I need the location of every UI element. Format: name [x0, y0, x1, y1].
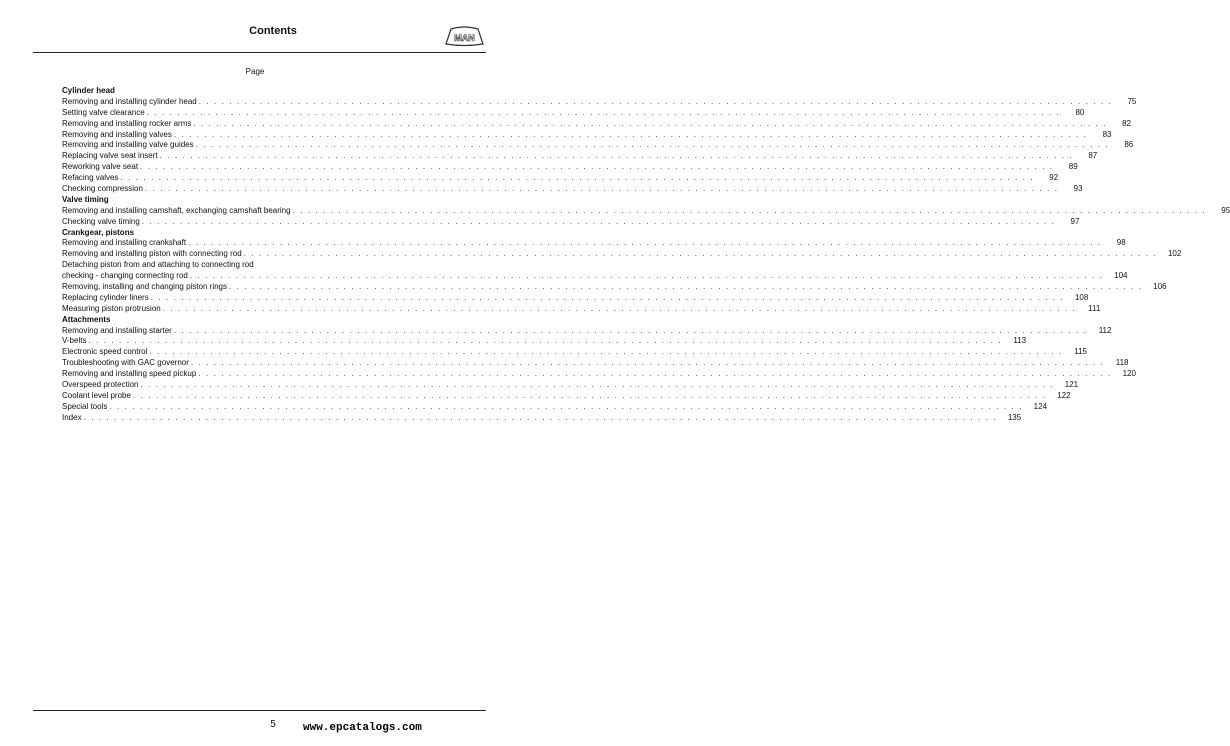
toc-entry-label: V-belts	[62, 336, 87, 346]
toc-entry-page: 135	[1007, 412, 1022, 422]
dot-leader: . . . . . . . . . . . . . . . . . . . . . . . . . . . . . . . . . . . . . . . . . . . . . . . . . . . . . . . . . . . . . . . . . . . . . . . . . . . . . . . . . . . . . . . . . . . . . . . . . . . . . . . . . . . . . . . . . . . . . . . .	[132, 390, 1047, 400]
toc-entry[interactable]	[62, 303, 1101, 315]
toc-entry-page: 102	[1167, 249, 1182, 259]
toc-entry-page: 115	[1074, 347, 1088, 357]
toc-entry[interactable]	[62, 412, 1022, 424]
dot-leader: . . . . . . . . . . . . . . . . . . . . . . . . . . . . . . . . . . . . . . . . . . . . . . . . . . . . . . . . . . . . . . . . . . . . . . . . . . . . . . . . . . . . . . . . . . . . . . . . . . . . . . . . . . . . . . . . . . . . . . . .	[229, 282, 1143, 292]
toc-entry-page: 106	[1153, 282, 1167, 292]
toc-entry-label: Troubleshooting with GAC governor	[62, 358, 189, 368]
toc-entry-label: Removing and installing starter	[62, 325, 172, 335]
dot-leader: . . . . . . . . . . . . . . . . . . . . . . . . . . . . . . . . . . . . . . . . . . . . . . . . . . . . . . . . . . . . . . . . . . . . . . . . . . . . . . . . . . . . . . . . . . . . . . . . . . . . . . . . . . . . . . . . . . . . . . . .	[141, 216, 1056, 226]
toc-entry-label: Measuring piston protrusion	[62, 303, 161, 313]
page-title: Contents	[249, 25, 297, 37]
toc-entry-page: 86	[1124, 140, 1134, 150]
toc-entry-label: Removing and installing valve guides	[62, 140, 194, 150]
toc-section-heading: Valve timing	[62, 194, 109, 204]
toc-entry-page: 124	[1033, 401, 1047, 411]
toc-entry[interactable]	[62, 151, 1098, 162]
toc-entry-label: Checking compression	[62, 184, 143, 193]
dot-leader: . . . . . . . . . . . . . . . . . . . . . . . . . . . . . . . . . . . . . . . . . . . . . . . . . . . . . . . . . . . . . . . . . . . . . . . . . . . . . . . . . . . . . . . . . . . . . . . . . . . . . . . . . . . . . . . . . . . . . . . .	[195, 140, 1110, 150]
toc-entry[interactable]	[62, 369, 1136, 380]
toc-entry-label: Coolant level probe	[62, 390, 131, 400]
toc-entry-label: Replacing cylinder liners	[62, 292, 149, 302]
dot-leader: . . . . . . . . . . . . . . . . . . . . . . . . . . . . . . . . . . . . . . . . . . . . . . . . . . . . . . . . . . . . . . . . . . . . . . . . . . . . . . . . . . . . . . . . . . . . . . . . . . . . . . . . . . . . . . . . . . . . . . . .	[162, 303, 1077, 313]
toc-entry[interactable]	[62, 216, 1080, 228]
dot-leader: . . . . . . . . . . . . . . . . . . . . . . . . . . . . . . . . . . . . . . . . . . . . . . . . . . . . . . . . . . . . . . . . . . . . . . . . . . . . . . . . . . . . . . . . . . . . . . . . . . . . . . . . . . . . . . . . . . . . . . . .	[150, 292, 1065, 302]
logo-text: MAN	[454, 33, 475, 43]
toc-entry-label: Removing and installing piston with connecting rod	[62, 249, 242, 259]
toc-entry-page: 82	[1122, 118, 1132, 128]
toc-entry[interactable]	[62, 184, 1083, 195]
toc-entry-page: 108	[1074, 292, 1089, 302]
toc-entry-label: Checking valve timing	[62, 216, 140, 226]
toc-entry-label: Index	[62, 412, 82, 422]
toc-entry[interactable]	[62, 238, 1126, 249]
toc-entry-page: 87	[1088, 151, 1098, 161]
toc-entry-label: Refacing valves	[62, 173, 119, 183]
toc-entry-label: Removing and installing speed pickup	[62, 369, 197, 379]
dot-leader: . . . . . . . . . . . . . . . . . . . . . . . . . . . . . . . . . . . . . . . . . . . . . . . . . . . . . . . . . . . . . . . . . . . . . . . . . . . . . . . . . . . . . . . . . . . . . . . . . . . . . . . . . . . . . . . . . . . . . . . .	[146, 107, 1061, 117]
dot-leader: . . . . . . . . . . . . . . . . . . . . . . . . . . . . . . . . . . . . . . . . . . . . . . . . . . . . . . . . . . . . . . . . . . . . . . . . . . . . . . . . . . . . . . . . . . . . . . . . . . . . . . . . . . . . . . . . . . . . . . . .	[292, 205, 1207, 215]
toc-entry[interactable]	[62, 358, 1129, 369]
toc-entry[interactable]	[62, 390, 1071, 402]
toc-entry-label: Removing and installing cylinder head	[62, 96, 197, 106]
toc-entry-page: 120	[1122, 369, 1136, 379]
dot-leader: . . . . . . . . . . . . . . . . . . . . . . . . . . . . . . . . . . . . . . . . . . . . . . . . . . . . . . . . . . . . . . . . . . . . . . . . . . . . . . . . . . . . . . . . . . . . . . . . . . . . . . . . . . . . . . . . . . . . . . . .	[173, 325, 1088, 335]
dot-leader: . . . . . . . . . . . . . . . . . . . . . . . . . . . . . . . . . . . . . . . . . . . . . . . . . . . . . . . . . . . . . . . . . . . . . . . . . . . . . . . . . . . . . . . . . . . . . . . . . . . . . . . . . . . . . . . . . . . . . . . .	[83, 412, 998, 422]
toc-entry-page: 111	[1088, 303, 1101, 313]
toc-entry-label: checking - changing connecting rod	[62, 271, 188, 281]
dot-leader: . . . . . . . . . . . . . . . . . . . . . . . . . . . . . . . . . . . . . . . . . . . . . . . . . . . . . . . . . . . . . . . . . . . . . . . . . . . . . . . . . . . . . . . . . . . . . . . . . . . . . . . . . . . . . . . . . . . . . . . .	[88, 336, 1003, 346]
toc-entry-label: Overspeed protection	[62, 380, 139, 390]
toc-entry-page: 122	[1057, 390, 1071, 400]
toc-entry[interactable]	[62, 282, 1167, 293]
toc-entry-label: Detaching piston from and attaching to connecting rod	[62, 260, 254, 270]
dot-leader: . . . . . . . . . . . . . . . . . . . . . . . . . . . . . . . . . . . . . . . . . . . . . . . . . . . . . . . . . . . . . . . . . . . . . . . . . . . . . . . . . . . . . . . . . . . . . . . . . . . . . . . . . . . . . . . . . . . . . . . .	[198, 369, 1112, 379]
toc-entry-page: 104	[1114, 271, 1128, 281]
page-number: 5	[270, 719, 276, 730]
toc-section-heading: Crankgear, pistons	[62, 227, 135, 237]
toc-entry[interactable]	[62, 205, 1230, 217]
toc-entry-label: Removing and installing camshaft, exchanging camshaft bearing	[62, 205, 291, 215]
toc-entry-label: Replacing valve seat insert	[62, 151, 158, 161]
toc-entry[interactable]	[62, 271, 1128, 282]
dot-leader: . . . . . . . . . . . . . . . . . . . . . . . . . . . . . . . . . . . . . . . . . . . . . . . . . . . . . . . . . . . . . . . . . . . . . . . . . . . . . . . . . . . . . . . . . . . . . . . . . . . . . . . . . . . . . . . . . . . . . . . .	[109, 401, 1023, 411]
toc-entry-page: 93	[1073, 184, 1083, 193]
man-logo-icon	[442, 26, 487, 46]
toc-entry-label: Removing and installing crankshaft	[62, 238, 187, 248]
footer-divider	[33, 710, 486, 711]
toc-entry-label: Setting valve clearance	[62, 107, 145, 117]
toc-entry[interactable]	[62, 129, 1112, 141]
dot-leader: . . . . . . . . . . . . . . . . . . . . . . . . . . . . . . . . . . . . . . . . . . . . . . . . . . . . . . . . . . . . . . . . . . . . . . . . . . . . . . . . . . . . . . . . . . . . . . . . . . . . . . . . . . . . . . . . . . . . . . . .	[189, 271, 1104, 281]
toc-section-heading: Cylinder head	[62, 86, 115, 95]
toc-entry-page: 75	[1127, 96, 1137, 106]
dot-leader: . . . . . . . . . . . . . . . . . . . . . . . . . . . . . . . . . . . . . . . . . . . . . . . . . . . . . . . . . . . . . . . . . . . . . . . . . . . . . . . . . . . . . . . . . . . . . . . . . . . . . . . . . . . . . . . . . . . . . . . .	[198, 96, 1113, 106]
toc-entry-label: Removing and installing rocker arms	[62, 118, 192, 128]
toc-entry[interactable]	[62, 107, 1085, 119]
toc-entry-page: 80	[1075, 107, 1085, 117]
table-of-contents	[62, 86, 1230, 424]
toc-entry[interactable]	[62, 140, 1134, 151]
dot-leader: . . . . . . . . . . . . . . . . . . . . . . . . . . . . . . . . . . . . . . . . . . . . . . . . . . . . . . . . . . . . . . . . . . . . . . . . . . . . . . . . . . . . . . . . . . . . . . . . . . . . . . . . . . . . . . . . . . . . . . . .	[243, 249, 1158, 259]
toc-entry-label: Removing and installing valves	[62, 129, 172, 139]
toc-entry-page: 112	[1098, 325, 1112, 335]
toc-entry-page: 92	[1049, 173, 1059, 183]
dot-leader: . . . . . . . . . . . . . . . . . . . . . . . . . . . . . . . . . . . . . . . . . . . . . . . . . . . . . . . . . . . . . . . . . . . . . . . . . . . . . . . . . . . . . . . . . . . . . . . . . . . . . . . . . . . . . . . . . . . . . . . .	[188, 238, 1102, 248]
dot-leader: . . . . . . . . . . . . . . . . . . . . . . . . . . . . . . . . . . . . . . . . . . . . . . . . . . . . . . . . . . . . . . . . . . . . . . . . . . . . . . . . . . . . . . . . . . . . . . . . . . . . . . . . . . . . . . . . . . . . . . . .	[140, 380, 1055, 390]
toc-entry[interactable]	[62, 325, 1112, 337]
toc-entry-page: 83	[1102, 129, 1112, 139]
toc-entry[interactable]	[62, 380, 1079, 391]
toc-section-heading: Attachments	[62, 314, 111, 324]
dot-leader: . . . . . . . . . . . . . . . . . . . . . . . . . . . . . . . . . . . . . . . . . . . . . . . . . . . . . . . . . . . . . . . . . . . . . . . . . . . . . . . . . . . . . . . . . . . . . . . . . . . . . . . . . . . . . . . . . . . . . . . .	[173, 129, 1088, 139]
toc-entry-page: 97	[1070, 216, 1080, 226]
page-column-label: Page	[245, 67, 265, 76]
header-divider	[33, 52, 486, 53]
toc-entry[interactable]	[62, 292, 1089, 304]
toc-entry[interactable]	[62, 96, 1137, 108]
toc-entry[interactable]	[62, 162, 1078, 173]
dot-leader: . . . . . . . . . . . . . . . . . . . . . . . . . . . . . . . . . . . . . . . . . . . . . . . . . . . . . . . . . . . . . . . . . . . . . . . . . . . . . . . . . . . . . . . . . . . . . . . . . . . . . . . . . . . . . . . . . . . . . . . .	[159, 151, 1074, 161]
toc-entry-label: Reworking valve seat	[62, 162, 139, 172]
watermark: www.epcatalogs.com	[303, 722, 422, 734]
dot-leader: . . . . . . . . . . . . . . . . . . . . . . . . . . . . . . . . . . . . . . . . . . . . . . . . . . . . . . . . . . . . . . . . . . . . . . . . . . . . . . . . . . . . . . . . . . . . . . . . . . . . . . . . . . . . . . . . . . . . . . . .	[149, 347, 1064, 357]
toc-entry-page: 121	[1064, 380, 1079, 390]
toc-entry[interactable]	[62, 249, 1182, 260]
toc-entry-label: Removing, installing and changing piston rings	[62, 282, 227, 292]
toc-entry[interactable]	[62, 118, 1132, 130]
dot-leader: . . . . . . . . . . . . . . . . . . . . . . . . . . . . . . . . . . . . . . . . . . . . . . . . . . . . . . . . . . . . . . . . . . . . . . . . . . . . . . . . . . . . . . . . . . . . . . . . . . . . . . . . . . . . . . . . . . . . . . . .	[190, 358, 1105, 368]
toc-entry[interactable]	[62, 347, 1088, 358]
toc-entry-page: 98	[1116, 238, 1126, 248]
toc-entry[interactable]	[62, 401, 1047, 413]
toc-entry-page: 89	[1068, 162, 1078, 172]
dot-leader: . . . . . . . . . . . . . . . . . . . . . . . . . . . . . . . . . . . . . . . . . . . . . . . . . . . . . . . . . . . . . . . . . . . . . . . . . . . . . . . . . . . . . . . . . . . . . . . . . . . . . . . . . . . . . . . . . . . . . . . .	[120, 173, 1035, 183]
toc-entry-page: 95	[1221, 205, 1230, 215]
toc-entry-page: 118	[1115, 358, 1129, 368]
toc-entry[interactable]	[62, 173, 1059, 184]
toc-entry-label: Electronic speed control	[62, 347, 148, 357]
dot-leader: . . . . . . . . . . . . . . . . . . . . . . . . . . . . . . . . . . . . . . . . . . . . . . . . . . . . . . . . . . . . . . . . . . . . . . . . . . . . . . . . . . . . . . . . . . . . . . . . . . . . . . . . . . . . . . . . . . . . . . . .	[193, 118, 1108, 128]
dot-leader: . . . . . . . . . . . . . . . . . . . . . . . . . . . . . . . . . . . . . . . . . . . . . . . . . . . . . . . . . . . . . . . . . . . . . . . . . . . . . . . . . . . . . . . . . . . . . . . . . . . . . . . . . . . . . . . . . . . . . . . .	[140, 162, 1054, 172]
toc-entry-label: Special tools	[62, 401, 108, 411]
toc-entry-page: 113	[1013, 336, 1027, 346]
dot-leader: . . . . . . . . . . . . . . . . . . . . . . . . . . . . . . . . . . . . . . . . . . . . . . . . . . . . . . . . . . . . . . . . . . . . . . . . . . . . . . . . . . . . . . . . . . . . . . . . . . . . . . . . . . . . . . . . . . . . . . . .	[144, 184, 1059, 193]
toc-entry[interactable]	[62, 336, 1027, 347]
